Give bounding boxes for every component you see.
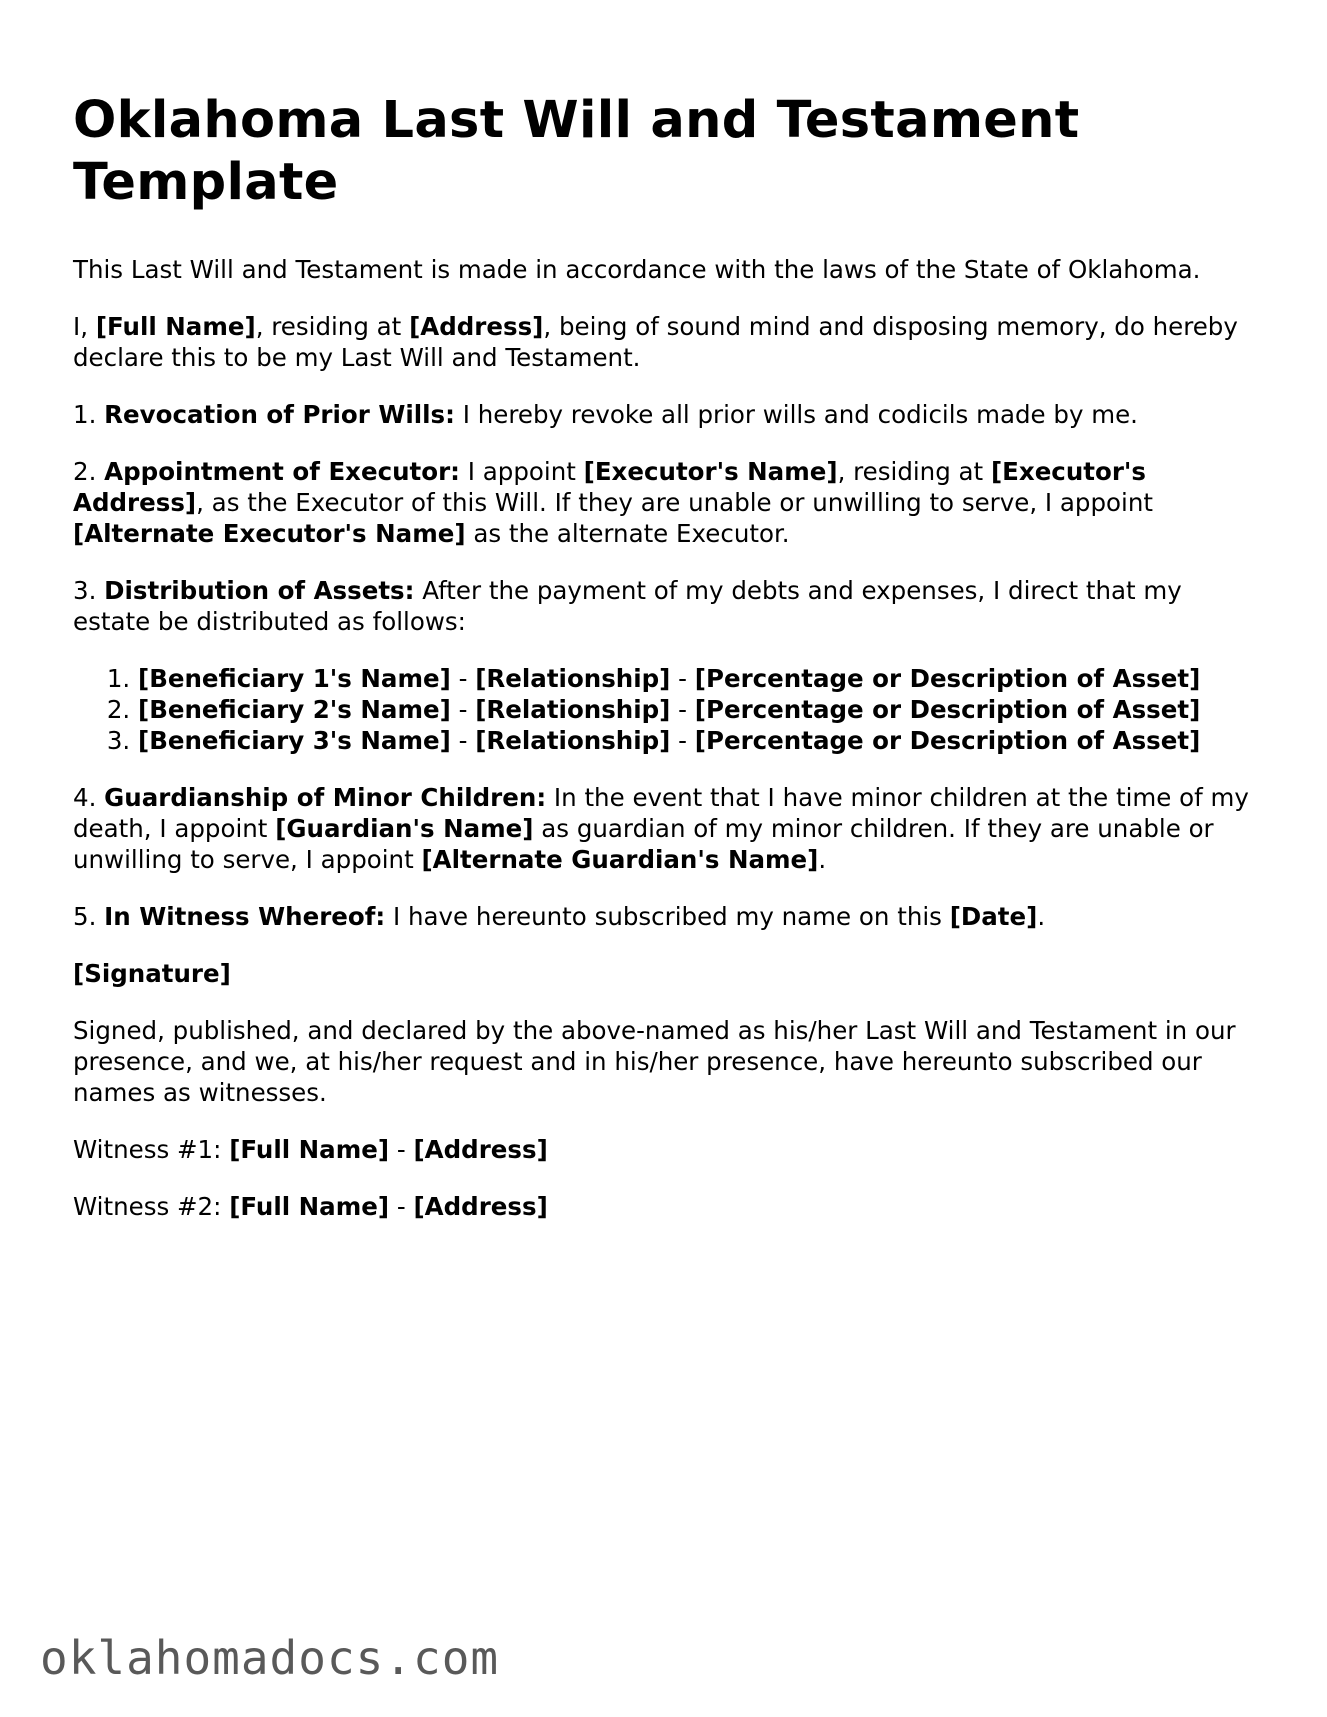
separator: -: [670, 695, 695, 724]
separator: -: [670, 726, 695, 755]
witness-address-placeholder: [Address]: [413, 1192, 548, 1221]
section-heading: Distribution of Assets:: [104, 576, 415, 605]
attestation-paragraph: Signed, published, and declared by the above-named as his/her Last Will and Testament in our presence, and we, at his/her request and in his/her presence, have hereunto subscribed our names as witnesses.: [73, 1016, 1236, 1107]
executor-name-placeholder: [Executor's Name]: [583, 457, 838, 486]
section-text: After the payment of my debts and expenses, I direct that my estate be distributed as follows:: [73, 576, 1182, 636]
section-number: 4.: [73, 783, 105, 812]
section-guardianship: [73, 782, 1263, 875]
section-executor: [73, 456, 1263, 549]
witness-name-placeholder: [Full Name]: [229, 1192, 390, 1221]
asset-placeholder: [Percentage or Description of Asset]: [694, 695, 1201, 724]
witness-name-placeholder: [Full Name]: [229, 1135, 390, 1164]
beneficiary-list: [73, 663, 1263, 756]
witness-label: Witness #2:: [73, 1192, 230, 1221]
section-distribution: [73, 575, 1263, 637]
page-title: Oklahoma Last Will and Testament Template: [73, 91, 1080, 212]
alternate-executor-placeholder: [Alternate Executor's Name]: [73, 519, 466, 548]
date-placeholder: [Date]: [949, 902, 1038, 931]
witness-line-1: [73, 1134, 1263, 1165]
guardian-name-placeholder: [Guardian's Name]: [275, 814, 534, 843]
beneficiary-name-placeholder: [Beneficiary 1's Name]: [138, 664, 451, 693]
section-text: , residing at: [837, 457, 991, 486]
section-heading: Appointment of Executor:: [104, 457, 460, 486]
section-text: as guardian of my minor children. If they are unable or unwilling to serve, I appoint: [73, 814, 1214, 874]
declaration-text: , being of sound mind and disposing memory, do hereby declare this to be my Last Will and Testament.: [73, 312, 1238, 372]
beneficiary-name-placeholder: [Beneficiary 2's Name]: [138, 695, 451, 724]
list-item: [138, 663, 1263, 694]
section-witness-whereof: [73, 901, 1263, 932]
section-text: I have hereunto subscribed my name on this: [385, 902, 950, 931]
separator: -: [450, 695, 476, 724]
relationship-placeholder: [Relationship]: [475, 695, 671, 724]
section-text: .: [1037, 902, 1046, 931]
site-watermark: oklahomadocs.com: [40, 1631, 500, 1685]
beneficiary-name-placeholder: [Beneficiary 3's Name]: [138, 726, 451, 755]
separator: -: [389, 1135, 414, 1164]
section-heading: Guardianship of Minor Children:: [104, 783, 547, 812]
separator: -: [670, 664, 695, 693]
testator-address-placeholder: [Address]: [409, 312, 544, 341]
section-text: In the event that I have minor children at the time of my death, I appoint: [73, 783, 1249, 843]
signature-line: [73, 958, 1263, 989]
alternate-guardian-placeholder: [Alternate Guardian's Name]: [421, 845, 819, 874]
separator: -: [450, 726, 476, 755]
declaration-paragraph: [73, 311, 1263, 373]
document-body: [73, 90, 1263, 1248]
section-revocation: [73, 399, 1263, 430]
relationship-placeholder: [Relationship]: [475, 726, 671, 755]
section-text: I hereby revoke all prior wills and codicils made by me.: [454, 400, 1138, 429]
declaration-prefix: I,: [73, 312, 96, 341]
separator: -: [389, 1192, 414, 1221]
section-number: 1.: [73, 400, 105, 429]
declaration-text: , residing at: [255, 312, 410, 341]
section-number: 5.: [73, 902, 105, 931]
asset-placeholder: [Percentage or Description of Asset]: [694, 726, 1201, 755]
section-heading: In Witness Whereof:: [104, 902, 386, 931]
testator-name-placeholder: [Full Name]: [95, 312, 256, 341]
intro-paragraph: This Last Will and Testament is made in accordance with the laws of the State of Oklahoma.: [73, 255, 1201, 284]
list-item: [138, 694, 1263, 725]
section-text: , as the Executor of this Will. If they are unable or unwilling to serve, I appoint: [196, 488, 1153, 517]
section-text: I appoint: [459, 457, 584, 486]
section-number: 3.: [73, 576, 105, 605]
signature-placeholder: [Signature]: [73, 959, 231, 988]
executor-address-placeholder: [Executor's Address]: [73, 457, 1146, 517]
section-heading: Revocation of Prior Wills:: [104, 400, 455, 429]
relationship-placeholder: [Relationship]: [475, 664, 671, 693]
witness-line-2: [73, 1191, 1263, 1222]
witness-address-placeholder: [Address]: [413, 1135, 548, 1164]
section-text: as the alternate Executor.: [465, 519, 790, 548]
section-number: 2.: [73, 457, 105, 486]
separator: -: [450, 664, 476, 693]
section-text: .: [818, 845, 827, 874]
list-item: [138, 725, 1263, 756]
witness-label: Witness #1:: [73, 1135, 230, 1164]
asset-placeholder: [Percentage or Description of Asset]: [694, 664, 1201, 693]
